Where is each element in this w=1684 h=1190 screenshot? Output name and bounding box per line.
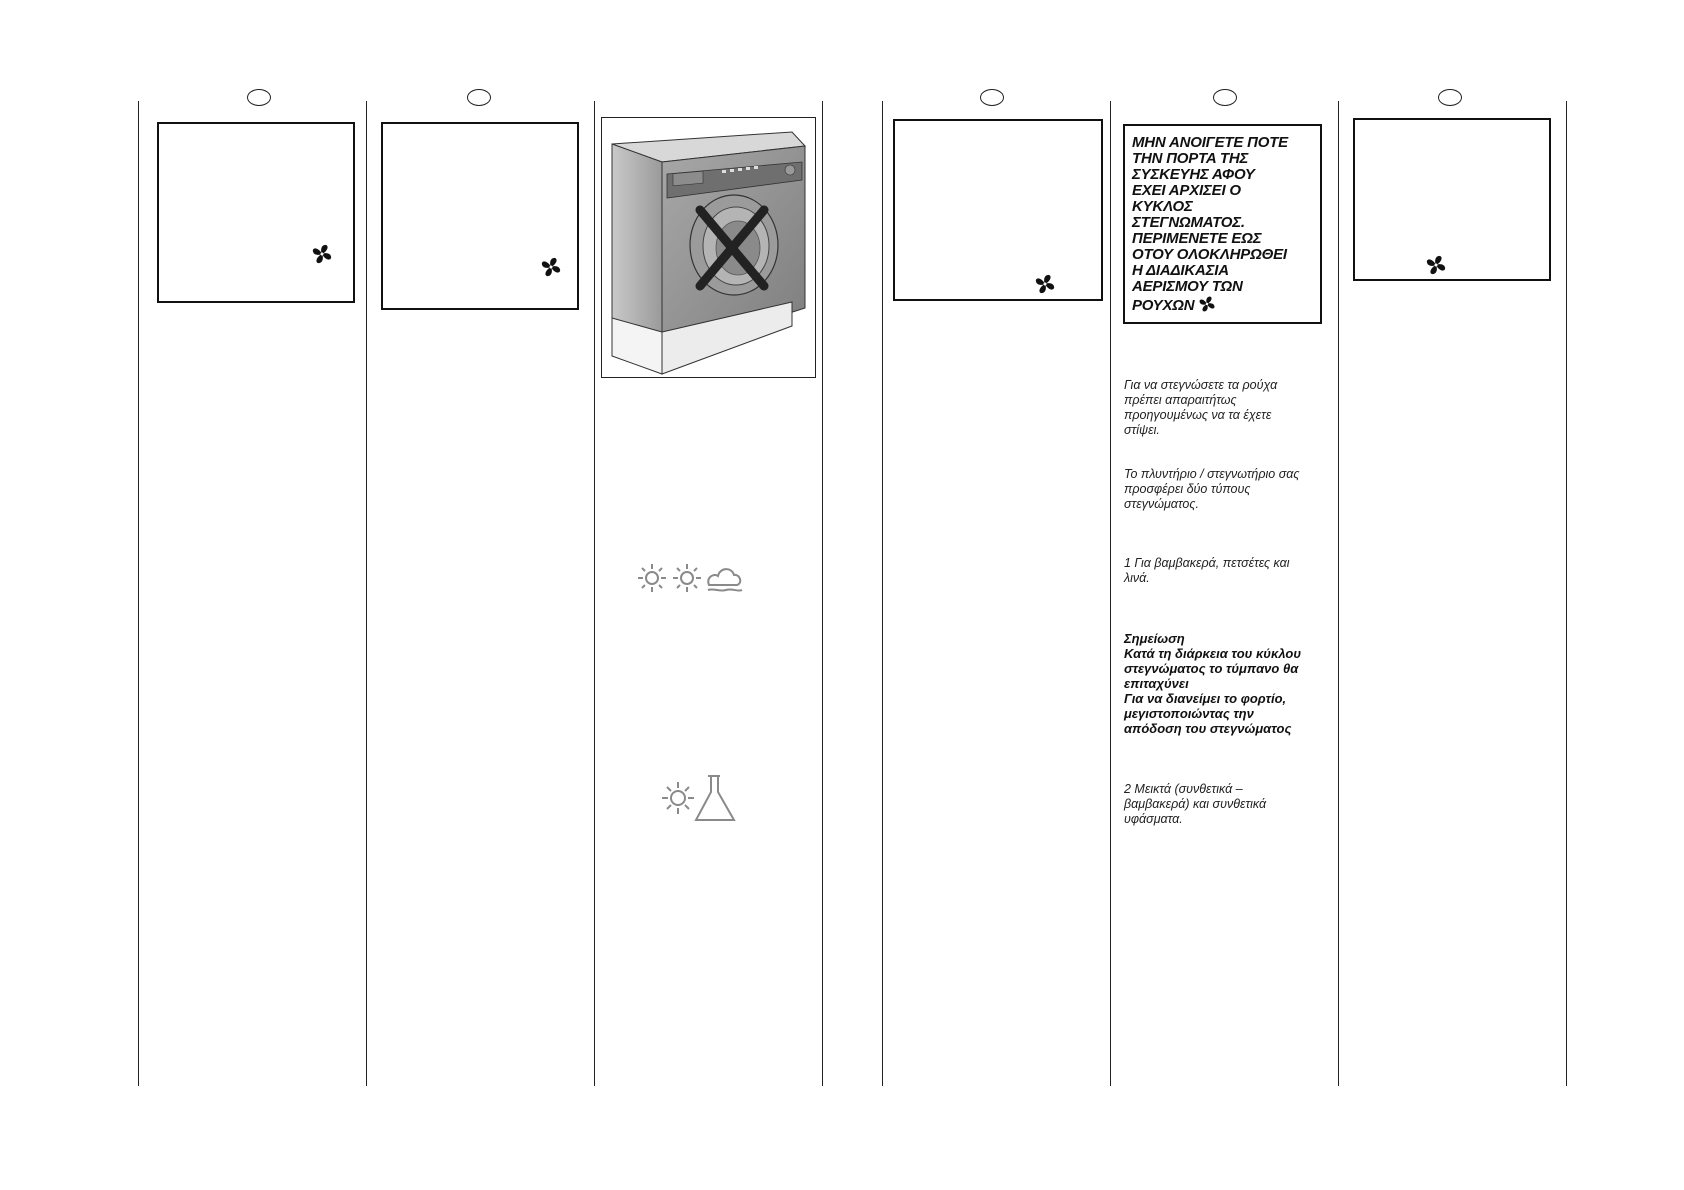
warning-line: ΡΟΥΧΩΝ	[1132, 297, 1195, 314]
warning-box-empty	[1353, 118, 1551, 281]
text-line: Κατά τη διάρκεια του κύκλου	[1124, 646, 1302, 661]
warning-line: ΣΤΕΓΝΩΜΑΤΟΣ.	[1132, 214, 1245, 231]
fan-icon	[311, 243, 333, 265]
fan-icon	[1034, 273, 1056, 295]
text-line: Το πλυντήριο / στεγνωτήριο σας	[1124, 467, 1300, 481]
column-divider	[1110, 101, 1111, 1086]
washer-dryer-illustration	[602, 118, 815, 377]
text-line: επιταχύνει	[1124, 676, 1189, 691]
warning-line: ΕΧΕΙ ΑΡΧΙΣΕΙ Ο	[1132, 182, 1241, 199]
text-line: στεγνώματος.	[1124, 497, 1199, 511]
paragraph-spin-before-drying	[1124, 378, 1334, 438]
column-divider	[1566, 101, 1567, 1086]
language-marker	[1213, 89, 1237, 106]
warning-line: ΣΥΣΚΕΥΗΣ ΑΦΟΥ	[1132, 166, 1255, 183]
warning-line: ΑΕΡΙΣΜΟΥ ΤΩΝ	[1132, 278, 1243, 295]
text-line: υφάσματα.	[1124, 812, 1183, 826]
language-marker	[467, 89, 491, 106]
warning-line: ΟΤΟΥ ΟΛΟΚΛΗΡΩΘΕΙ	[1132, 246, 1287, 263]
note-title: Σημείωση	[1124, 631, 1185, 646]
warning-line: ΚΥΚΛΟΣ	[1132, 198, 1193, 215]
text-line: βαμβακερά) και συνθετικά	[1124, 797, 1267, 811]
paragraph-type-2-mixed	[1124, 782, 1334, 827]
column-divider	[594, 101, 595, 1086]
text-line: στίψει.	[1124, 423, 1160, 437]
language-marker	[1438, 89, 1462, 106]
paragraph-drying-types	[1124, 467, 1334, 512]
text-line: Για να στεγνώσετε τα ρούχα	[1124, 378, 1278, 392]
text-line: 2 Μεικτά (συνθετικά –	[1124, 782, 1243, 796]
text-line: προσφέρει δύο τύπους	[1124, 482, 1251, 496]
paragraph-type-1-cotton	[1124, 556, 1334, 586]
text-line: μεγιστοποιώντας την	[1124, 706, 1254, 721]
column-divider	[138, 101, 139, 1086]
fan-icon	[1425, 254, 1447, 276]
warning-box-empty	[381, 122, 579, 310]
warning-last-line	[1132, 295, 1315, 314]
text-line: προηγουμένως να τα έχετε	[1124, 408, 1272, 422]
column-divider	[366, 101, 367, 1086]
fan-icon	[1198, 295, 1216, 313]
language-marker	[247, 89, 271, 106]
language-marker	[980, 89, 1004, 106]
dryer-door-warning-box	[1123, 124, 1322, 324]
text-line: απόδοση του στεγνώματος	[1124, 721, 1292, 736]
warning-line: Η ΔΙΑΔΙΚΑΣΙΑ	[1132, 262, 1229, 279]
warning-box-empty	[157, 122, 355, 303]
column-divider	[822, 101, 823, 1086]
text-line: Για να διανείμει το φορτίο,	[1124, 691, 1287, 706]
sun-flask-icon	[660, 774, 740, 822]
drum-acceleration-note	[1124, 631, 1334, 736]
text-line: λινά.	[1124, 571, 1150, 585]
warning-box-empty	[893, 119, 1103, 301]
text-line: στεγνώματος το τύμπανο θα	[1124, 661, 1299, 676]
warning-line: ΜΗΝ ΑΝΟΙΓΕΤΕ ΠΟΤΕ	[1132, 134, 1288, 151]
column-divider	[882, 101, 883, 1086]
warning-line: ΤΗΝ ΠΟΡΤΑ ΤΗΣ	[1132, 150, 1249, 167]
text-line: πρέπει απαραιτήτως	[1124, 393, 1237, 407]
fan-icon	[540, 256, 562, 278]
machine-illustration-frame	[601, 117, 816, 378]
column-divider	[1338, 101, 1339, 1086]
text-line: 1 Για βαμβακερά, πετσέτες και	[1124, 556, 1290, 570]
warning-line: ΠΕΡΙΜΕΝΕΤΕ ΕΩΣ	[1132, 230, 1262, 247]
sun-sun-cloud-icon	[636, 561, 746, 595]
